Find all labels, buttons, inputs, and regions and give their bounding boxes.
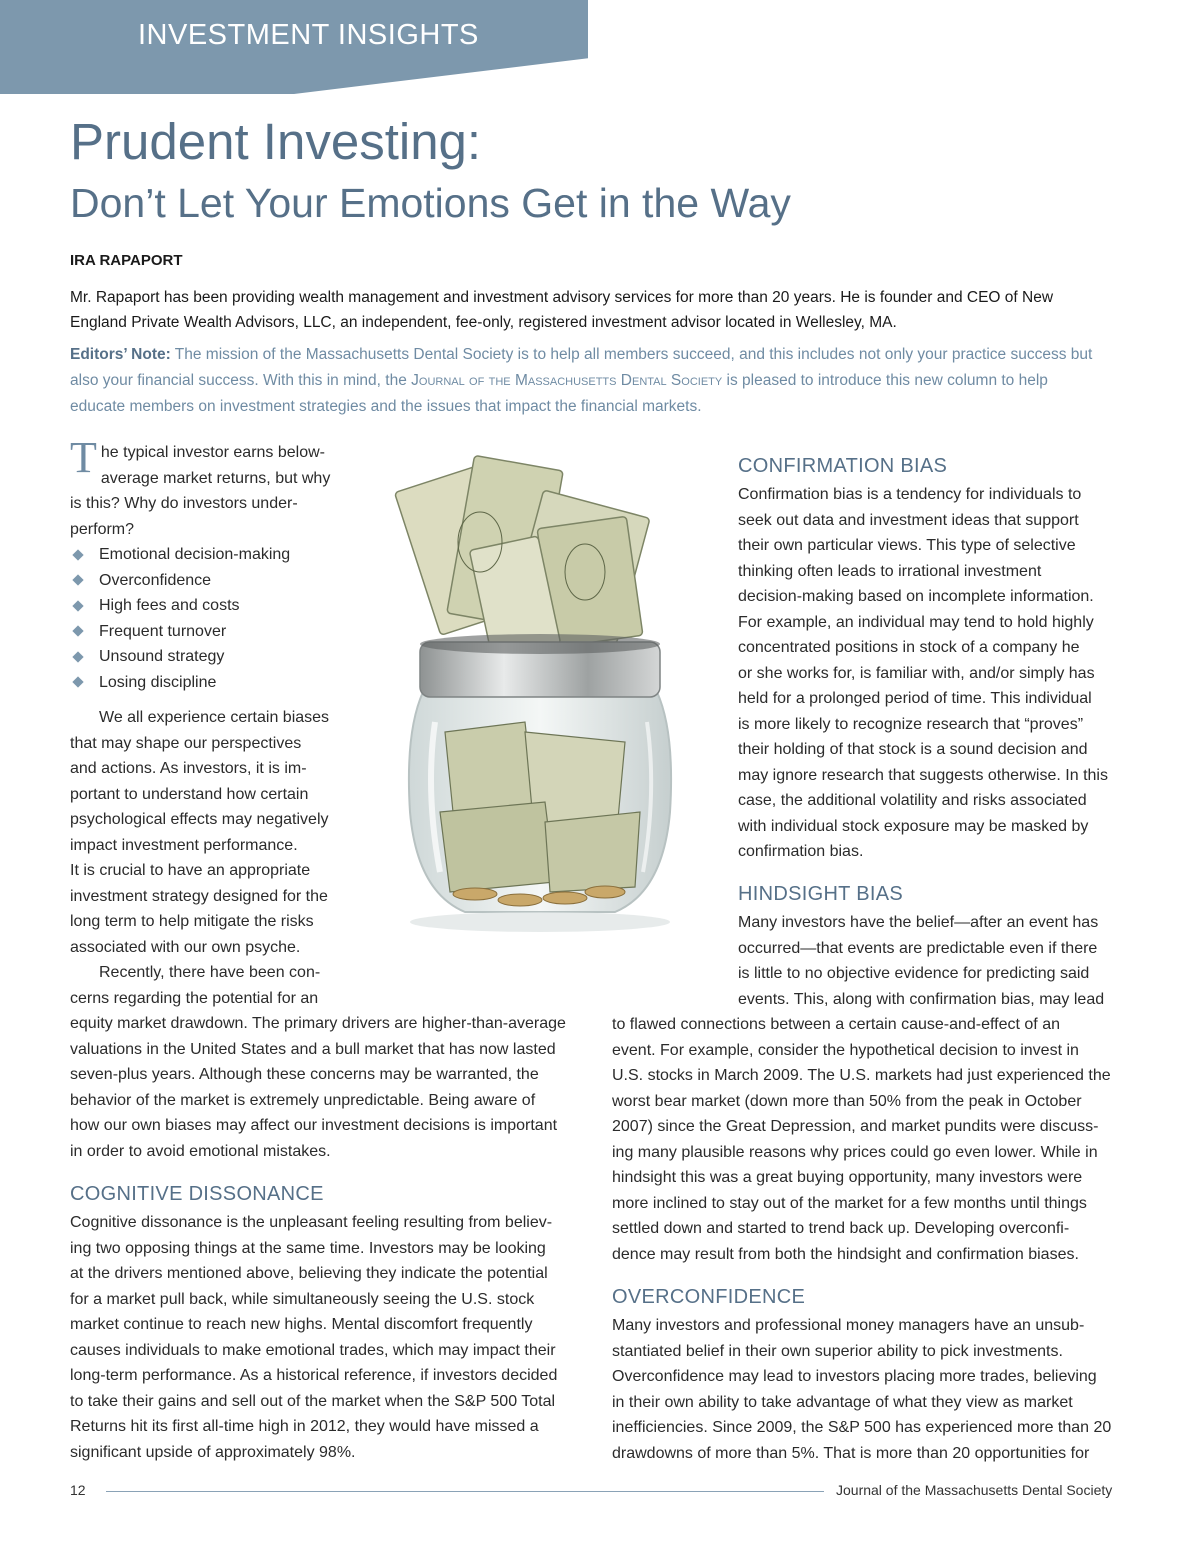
article-title: Prudent Investing: xyxy=(70,113,482,170)
hindsight-paragraph-start: Many investors have the belief—after an event has occurred—that events are predictable even if there is little to no objective evidence for predicting said events. This, along with confirmation bias, may lead xyxy=(738,914,1105,1008)
list-item: Unsound strategy xyxy=(70,644,290,670)
page-number: 12 xyxy=(70,1482,86,1498)
biases-paragraph: We all experience certain biases that may shape our perspectives and actions. As investors, it is im- portant to understand how certain psychological effects may negatively impact investment performance. It is crucial to have an appropriate investment strategy designed for the long term to help mitigate the risks associated with our own psyche. xyxy=(70,709,330,956)
intro-rest: is this? Why do investors under- perform? xyxy=(70,495,298,538)
cognitive-heading: COGNITIVE DISSONANCE xyxy=(70,1183,324,1205)
intro-line-2: average market returns, but why xyxy=(100,469,331,487)
overconfidence-heading: OVERCONFIDENCE xyxy=(612,1286,806,1308)
list-item: High fees and costs xyxy=(70,593,290,619)
article-subtitle: Don’t Let Your Emotions Get in the Way xyxy=(70,180,791,226)
editors-note xyxy=(70,342,1100,420)
author-name: IRA RAPAPORT xyxy=(70,252,183,269)
footer-rule xyxy=(106,1491,824,1492)
editors-note-label: Editors’ Note: xyxy=(70,346,171,363)
diamond-bullet-icon xyxy=(72,575,83,586)
diamond-bullet-icon xyxy=(72,626,83,637)
confirmation-paragraph: Confirmation bias is a tendency for individuals to seek out data and investment ideas that support their own particular views. This type of selective thinking often leads to irrational investment decision-making based on incomplete information. For example, an individual may tend to hold highly concentrated positions in stock of a company he or she works for, is familiar with, and/or simply has held for a prolonged period of time. This individual is more likely to recognize research that “proves” their holding of that stock is a sound decision and may ignore research that suggests otherwise. In this case, the additional volatility and risks associated with individual stock exposure may be masked by confirmation bias. xyxy=(738,486,1108,860)
hindsight-paragraph-end: to flawed connections between a certain cause-and-effect of an event. For example, consider the hypothetical decision to invest in U.S. stocks in March 2009. The U.S. markets had just experienced the worst bear market (down more than 50% from the peak in October 2007) since the Great Depression, and market pundits were discuss- ing many plausible reasons why prices could go even lower. While in hindsight this was a great buying opportunity, many investors were more inclined to stay out of the market for a few months until things settled down and started to trend back up. Developing overconfi- dence may result from both the hindsight and confirmation biases. xyxy=(612,1016,1111,1263)
intro-paragraph xyxy=(70,433,370,542)
drawdown-paragraph-end: equity market drawdown. The primary drivers are higher-than-average valuations in the United States and a bull market that has now lasted seven-plus years. Although these concerns may be warranted, the behavior of the market is extremely unpredictable. Being aware of how our own biases may affect our investment decisions is important in order to avoid emotional mistakes. xyxy=(70,1015,566,1160)
money-jar-image xyxy=(385,432,695,952)
overconfidence-paragraph: Many investors and professional money managers have an unsub- stantiated belief in their own superior ability to pick investments. Overconfidence may lead to investors placing more trades, believing in their own ability to take advantage of what they view as market inefficiencies. Since 2009, the S&P 500 has experienced more than 20 drawdowns of more than 5%. That is more than 20 opportunities for xyxy=(612,1317,1112,1462)
list-item: Losing discipline xyxy=(70,670,290,696)
journal-name: Journal of the Massachusetts Dental Society xyxy=(411,372,723,389)
author-bio: Mr. Rapaport has been providing wealth management and investment advisory services for more than 20 years. He is founder and CEO of New England Private Wealth Advisors, LLC, an independent, fee-only, registered investment advisor located in Wellesley, MA. xyxy=(70,289,1054,331)
list-item: Overconfidence xyxy=(70,568,290,594)
intro-line-1: he typical investor earns below- xyxy=(100,444,325,461)
diamond-bullet-icon xyxy=(72,677,83,688)
drop-cap: T xyxy=(70,433,97,482)
diamond-bullet-icon xyxy=(72,600,83,611)
reasons-list xyxy=(70,542,290,695)
diamond-bullet-icon xyxy=(72,651,83,662)
list-item: Frequent turnover xyxy=(70,619,290,645)
cognitive-paragraph: Cognitive dissonance is the unpleasant feeling resulting from believ- ing two opposing things at the same time. Investors may be looking at the drivers mentioned above, believing they indicate the potential for a market pull back, while simultaneously seeing the U.S. stock market continue to reach new highs. Mental discomfort frequently causes individuals to make emotional trades, which may impact their long-term performance. As a historical reference, if investors decided to take their gains and sell out of the market when the S&P 500 Total Returns hit its first all-time high in 2012, they would have missed a significant upside of approximately 98%. xyxy=(70,1214,558,1461)
hindsight-heading: HINDSIGHT BIAS xyxy=(738,883,903,905)
confirmation-heading: CONFIRMATION BIAS xyxy=(738,455,948,477)
section-label: INVESTMENT INSIGHTS xyxy=(138,19,479,51)
editors-note-text-end: is pleased to introduce this new column to help educate members on investment strategies and the issues that impact the financial markets. xyxy=(70,372,1048,415)
drawdown-paragraph-start: Recently, there have been con- cerns regarding the potential for an xyxy=(70,964,321,1007)
diamond-bullet-icon xyxy=(72,549,83,560)
list-item: Emotional decision-making xyxy=(70,542,290,568)
editors-note-text: The mission of the Massachusetts Dental Society is to help all members succeed, and this includes not only your practice success but also your financial success. With this in mind, the xyxy=(70,346,1093,389)
publication-name: Journal of the Massachusetts Dental Society xyxy=(836,1482,1113,1498)
